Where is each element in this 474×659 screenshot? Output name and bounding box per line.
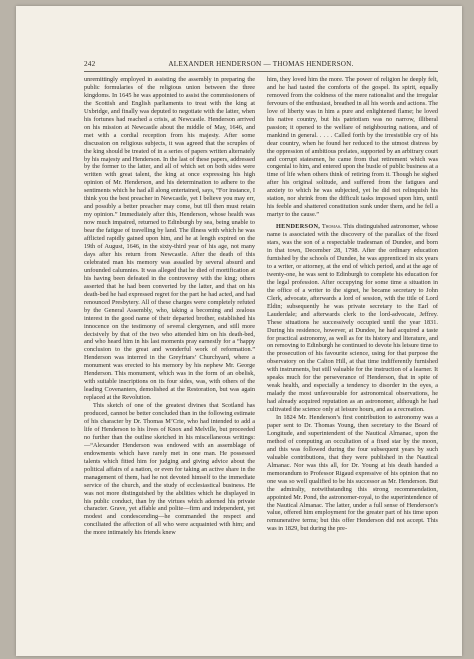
right-column xyxy=(267,76,438,624)
entry-forename: Thomas. xyxy=(321,223,342,231)
running-head xyxy=(84,60,438,69)
book-page xyxy=(16,6,462,656)
paragraph: him, they loved him the more. The power of religion he deeply felt, and he had tasted the comforts of the gospel. Its spirit, equally removed from the coldness of the mere rationalist and the irregular fervours of the enthusiast, breathed in all his words and actions. The love of liberty was in him a pure and enlightened flame; he loved his native country, but his patriotism was no narrow, illiberal passion; it opened to the welfare of neighbouring nations, and of mankind in general. . . . . Called forth by the irresistible cry of his dear country, when he found her reduced to the utmost distress by the oppression of ambitious prelates, supported by an arbitrary court and corrupt statesmen, he came from that retirement which was congenial to him, and entered upon the bustle of public business at a time of life when others think of retiring from it. Though he sighed after his original solitude, and suffered from the fatigues and anxiety to which he was subjected, yet he did not relinquish his station, nor shrink from the difficult tasks imposed upon him, until his feeble and shattered constitution sunk under them, and he fell a martyr to the cause.” xyxy=(267,76,438,219)
paragraph: In 1824 Mr. Henderson’s first contribution to astronomy was a paper sent to Dr. Thomas Young, then secretary to the Board of Longitude, and superintendent of the Nautical Almanac, upon the method of computing an occultation of a fixed star by the moon, and this was followed during the four subsequent years by such valuable contributions, that they were published in the Nautical Almanac. Nor was this all, for Dr. Young at his death handed a memorandum to Professor Rigaud expressive of his opinion that no one was so well qualified to be his successor as Mr. Henderson. But the admiralty, notwithstanding this strong recommendation, appointed Mr. Pond, the astronomer-royal, to the superintendence of the Nautical Almanac. The latter, under a full sense of Henderson’s value, offered him employment for the greater part of his time upon remunerative terms; but this offer Henderson did not accept. This was in 1829, but during the pre- xyxy=(267,414,438,533)
entry-headword: HENDERSON, xyxy=(276,223,321,231)
biography-entry xyxy=(267,223,438,414)
left-column xyxy=(84,76,255,624)
entry-text: This distinguished astronomer, whose name is associated with the discovery of the parallax of the fixed stars, was the son of a respectable tradesman of Dundee, and born in that town, December 28, 1798. After the ordinary education furnished by the schools of Dundee, he was apprenticed in six years to a writer, or attorney, at the end of which period, and at the age of twenty-one, he was sent to Edinburgh to complete his education for the legal profession. After occupying for some time a situation in the office of a writer to the signet, he became secretary to John Clerk, advocate, afterwards a lord of session, with the title of Lord Eldin; subsequently he was private secretary to the Earl of Lauderdale; and afterwards clerk to the lord-advocate, Jeffrey. These situations he successively occupied until the year 1831. During his residence, however, at Dundee, he had acquired a taste for practical astronomy, as well as for its history and literature, and on removing to Edinburgh he continued to devote his leisure time to the prosecution of his favourite science, using for that purpose the observatory on the Calton Hill, at that time indifferently furnished with instruments, but still valuable for the instruction of a learner. It speaks much for the perseverance of Henderson, that in spite of weak health, and especially a tendency to disorder in the eyes, a malady the most unfavourable for astronomical observations, he had already acquired reputation as an astronomer, although he had cultivated the science only at leisure hours, and as a recreation. xyxy=(267,223,438,414)
page-number: 242 xyxy=(84,60,96,68)
paragraph: This sketch of one of the greatest divines that Scotland has produced, cannot be better concluded than in the following estimate of his character by Dr. Thomas M’Crie, who had intended to add a life of Henderson to his lives of Knox and Melville, but proceeded no further than the outline sketched in his miscellaneous writings:—“Alexander Henderson was endowed with an assemblage of endowments which have rarely met in one man. He possessed talents which fitted him for judging and giving advice about the political affairs of a nation, or even for taking an active share in the management of them, had he not devoted himself to the immediate service of the church, and the study of ecclesiastical business. He was not more distinguished by the abilities which he displayed in his public conduct, than by the virtues which adorned his private character. Grave, yet affable and polite—firm and independent, yet modest and condescending—he commanded the respect and conciliated the affection of all who were acquainted with him; and the more intimately his friends knew xyxy=(84,402,255,537)
header-rule xyxy=(84,71,438,72)
running-title: ALEXANDER HENDERSON — THOMAS HENDERSON. xyxy=(168,60,354,68)
paragraph: unremittingly employed in assisting the assembly in preparing the public formularies of the religious union between the three kingdoms. In 1645 he was appointed to assist the commissioners of the Scottish and English parliaments to treat with the king at Uxbridge, and finally was deputed to negotiate with the latter, when his fortunes had reached a crisis, at Newcastle. Henderson arrived on his mission at Newcastle about the middle of May, 1646, and met with a cordial reception from his majesty. After some discussion on religious subjects, it was agreed that the scruples of the king should be treated of in a series of papers written alternately by his majesty and Henderson. In the last of these papers, addressed by the former to the latter, and all of which set on both sides were written with great talent, the king at once expressing his high opinion of Mr. Henderson, and his determination to adhere to the sentiments which he had all along entertained, says, “For instance, I think you the best preacher in Newcastle, yet I believe you may err, and possibly a better preacher may come, but till then must retain my opinion.” Immediately after this, Henderson, whose health was now much impaired, returned to Edinburgh by sea, being unable to bear the fatigue of travelling by land. The illness with which he was afflicted rapidly gained upon him, and he at length expired on the 19th of August, 1646, in the sixty-third year of his age, not many days after his return from Newcastle. After the death of this celebrated man his memory was assailed by several absurd and unfounded calumnies. It was alleged that he died of mortification at his having been defeated in the controversy with the king; others asserted that he had been converted by the latter, and that on his death-bed he had expressed regret for the part he had acted, and had renounced Presbytery. All of these charges were completely refuted by the General Assembly, who, taking a becoming and zealous interest in the good name of their departed brother, established his innocence on the testimony of several clergymen, and still more decisively by that of the two who attended him on his death-bed, and who heard him in his last moments pray earnestly for a “happy conclusion to the great and wonderful work of reformation.” Henderson was interred in the Greyfriars’ Churchyard, where a monument was erected to his memory by his nephew Mr. George Henderson. This monument, which was in the form of an obelisk, with suitable inscriptions on its four sides, was, with others of the leading Covenanters, demolished at the Restoration, but was again replaced at the Revolution. xyxy=(84,76,255,402)
